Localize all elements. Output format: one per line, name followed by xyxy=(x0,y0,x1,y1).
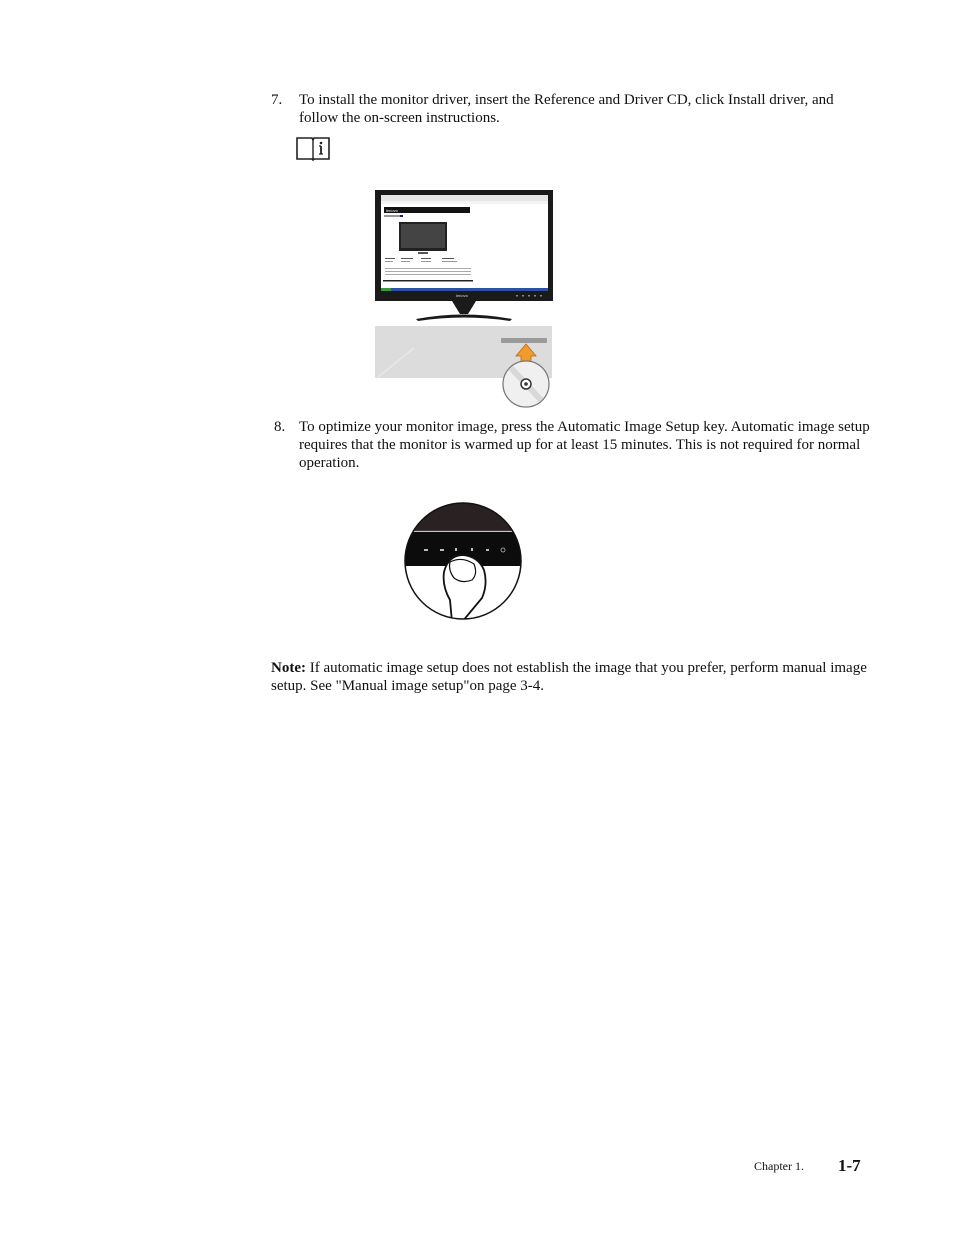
info-book-icon xyxy=(296,135,330,161)
finger-pressing-button-illustration xyxy=(404,500,522,622)
note-paragraph xyxy=(271,659,871,695)
step-number: 7. xyxy=(271,92,283,108)
step-text: To optimize your monitor image, press the Automatic Image Setup key. Automatic image setup requires that the monitor is warmed up for at least 15 minutes. This is not required for normal operation. xyxy=(299,419,870,471)
monitor-cd-install-illustration xyxy=(374,188,556,410)
note-label: Note: xyxy=(271,660,306,676)
screen-brand: lenovo xyxy=(386,208,398,213)
step-text: To install the monitor driver, insert the Reference and Driver CD, click Install driver, and follow the on-screen instructions. xyxy=(299,92,834,126)
monitor-brand: lenovo xyxy=(456,293,468,298)
step-number: 8. xyxy=(274,419,286,435)
page-number: 1-7 xyxy=(838,1156,861,1175)
cd-drive-slot xyxy=(501,338,547,343)
note-text: If automatic image setup does not establish the image that you prefer, perform manual image setup. See "Manual image setup"on page 3-4. xyxy=(271,660,867,694)
footer-chapter: Chapter 1. xyxy=(754,1159,804,1173)
